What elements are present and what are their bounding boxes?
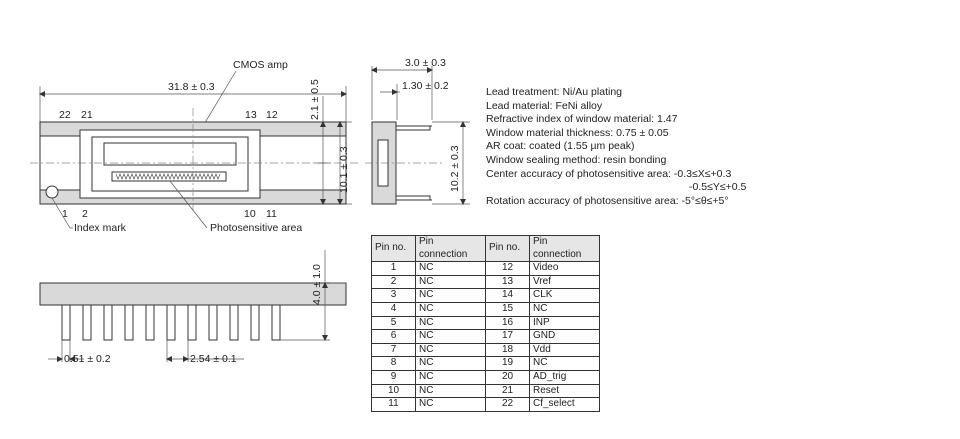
top-view xyxy=(30,59,360,234)
pin-connection-cell: Vref xyxy=(530,275,600,289)
table-row xyxy=(372,357,600,371)
pin-label-2: 2 xyxy=(82,208,88,220)
pin-no-cell: 16 xyxy=(486,316,530,330)
window-depth-dim: 1.30 ± 0.2 xyxy=(402,80,449,92)
spec-rotation-accuracy: Rotation accuracy of photosensitive area: -5°≤θ≤+5° xyxy=(486,194,729,207)
pin-no-cell: 4 xyxy=(372,302,416,316)
pin-label-11: 11 xyxy=(266,208,277,220)
lead-span-dim: 10.2 ± 0.3 xyxy=(449,145,461,192)
pin-no-cell: 2 xyxy=(372,275,416,289)
spec-lead-material: Lead material: FeNi alloy xyxy=(486,99,603,112)
table-row xyxy=(372,262,600,276)
table-row xyxy=(372,384,600,398)
cmos-amp-label: CMOS amp xyxy=(233,59,288,71)
overall-length-dim: 31.8 ± 0.3 xyxy=(168,81,215,93)
pin-no-cell: 13 xyxy=(486,275,530,289)
body-width-dim: 10.1 ± 0.3 xyxy=(338,146,350,193)
header-pin-connection: Pin connection xyxy=(530,236,600,262)
header-pin-connection: Pin connection xyxy=(416,236,486,262)
pin-connection-cell: NC xyxy=(530,302,600,316)
pin-connection-cell: INP xyxy=(530,316,600,330)
photosensitive-area-label: Photosensitive area xyxy=(210,222,303,234)
pin-connection-cell: NC xyxy=(416,370,486,384)
pin-connection-cell: NC xyxy=(416,316,486,330)
pin-connection-cell: NC xyxy=(416,343,486,357)
pin-label-13: 13 xyxy=(245,109,257,121)
pin-no-cell: 3 xyxy=(372,289,416,303)
pin-no-cell: 5 xyxy=(372,316,416,330)
pin-no-cell: 7 xyxy=(372,343,416,357)
pin-connection-cell: NC xyxy=(416,302,486,316)
pin-connection-cell: NC xyxy=(416,357,486,371)
pin-no-cell: 14 xyxy=(486,289,530,303)
pin-connection-cell: Reset xyxy=(530,384,600,398)
pin-label-22: 22 xyxy=(59,109,71,121)
table-row xyxy=(372,316,600,330)
pin-no-cell: 6 xyxy=(372,330,416,344)
pin-no-cell: 20 xyxy=(486,370,530,384)
pin-connection-cell: Vdd xyxy=(530,343,600,357)
spec-center-accuracy-x: Center accuracy of photosensitive area: -0.3≤X≤+0.3 xyxy=(486,167,732,180)
header-pin-no: Pin no. xyxy=(486,236,530,262)
pin-label-12: 12 xyxy=(266,109,278,121)
spec-window-thickness: Window material thickness: 0.75 ± 0.05 xyxy=(486,126,669,139)
pin-connection-cell: Video xyxy=(530,262,600,276)
header-pin-no: Pin no. xyxy=(372,236,416,262)
pin-no-cell: 10 xyxy=(372,384,416,398)
side-view xyxy=(365,57,470,204)
pin-connection-cell: NC xyxy=(416,398,486,412)
table-row xyxy=(372,370,600,384)
pin-connection-table xyxy=(371,235,600,412)
pin-connection-cell: NC xyxy=(416,289,486,303)
pin-connection-cell: Cf_select xyxy=(530,398,600,412)
pin-no-cell: 12 xyxy=(486,262,530,276)
pin-label-21: 21 xyxy=(81,109,93,121)
table-row xyxy=(372,289,600,303)
table-row xyxy=(372,343,600,357)
pin-no-cell: 17 xyxy=(486,330,530,344)
pin-no-cell: 8 xyxy=(372,357,416,371)
pin-label-1: 1 xyxy=(62,208,68,220)
pin-no-cell: 18 xyxy=(486,343,530,357)
pin-no-cell: 11 xyxy=(372,398,416,412)
pin-connection-cell: NC xyxy=(416,384,486,398)
pin-no-cell: 19 xyxy=(486,357,530,371)
pin-connection-cell: CLK xyxy=(530,289,600,303)
spec-center-accuracy-y: -0.5≤Y≤+0.5 xyxy=(689,181,747,194)
lead-length-dim: 4.0 ± 1.0 xyxy=(311,264,323,305)
table-header-row xyxy=(372,236,600,262)
spec-lead-treatment: Lead treatment: Ni/Au plating xyxy=(486,86,622,98)
pin-label-10: 10 xyxy=(244,208,256,220)
pin-connection-cell: NC xyxy=(416,330,486,344)
spec-window-sealing: Window sealing method: resin bonding xyxy=(486,153,667,166)
pin-connection-cell: NC xyxy=(416,275,486,289)
pin-connection-cell: AD_trig xyxy=(530,370,600,384)
pin-no-cell: 22 xyxy=(486,398,530,412)
index-mark-label: Index mark xyxy=(74,222,126,234)
overall-depth-dim: 3.0 ± 0.3 xyxy=(405,57,446,69)
pin-connection-cell: NC xyxy=(416,262,486,276)
lead-pitch-dim: 2.54 ± 0.1 xyxy=(190,353,237,365)
spec-ar-coat: AR coat: coated (1.55 µm peak) xyxy=(486,140,635,153)
cmos-amp-chip xyxy=(104,143,236,165)
lead-width-dim: 0.51 ± 0.2 xyxy=(64,353,111,365)
pin-no-cell: 1 xyxy=(372,262,416,276)
table-row xyxy=(372,398,600,412)
table-row xyxy=(372,330,600,344)
front-view xyxy=(40,250,346,365)
pin-no-cell: 9 xyxy=(372,370,416,384)
pin-connection-cell: NC xyxy=(530,357,600,371)
spec-list xyxy=(486,86,746,208)
table-row xyxy=(372,275,600,289)
table-row xyxy=(372,302,600,316)
pin-no-cell: 15 xyxy=(486,302,530,316)
window-offset-dim: 2.1 ± 0.5 xyxy=(309,79,321,120)
spec-refractive-index: Refractive index of window material: 1.47 xyxy=(486,113,678,126)
pin-connection-cell: GND xyxy=(530,330,600,344)
index-mark xyxy=(46,186,58,198)
pin-no-cell: 21 xyxy=(486,384,530,398)
